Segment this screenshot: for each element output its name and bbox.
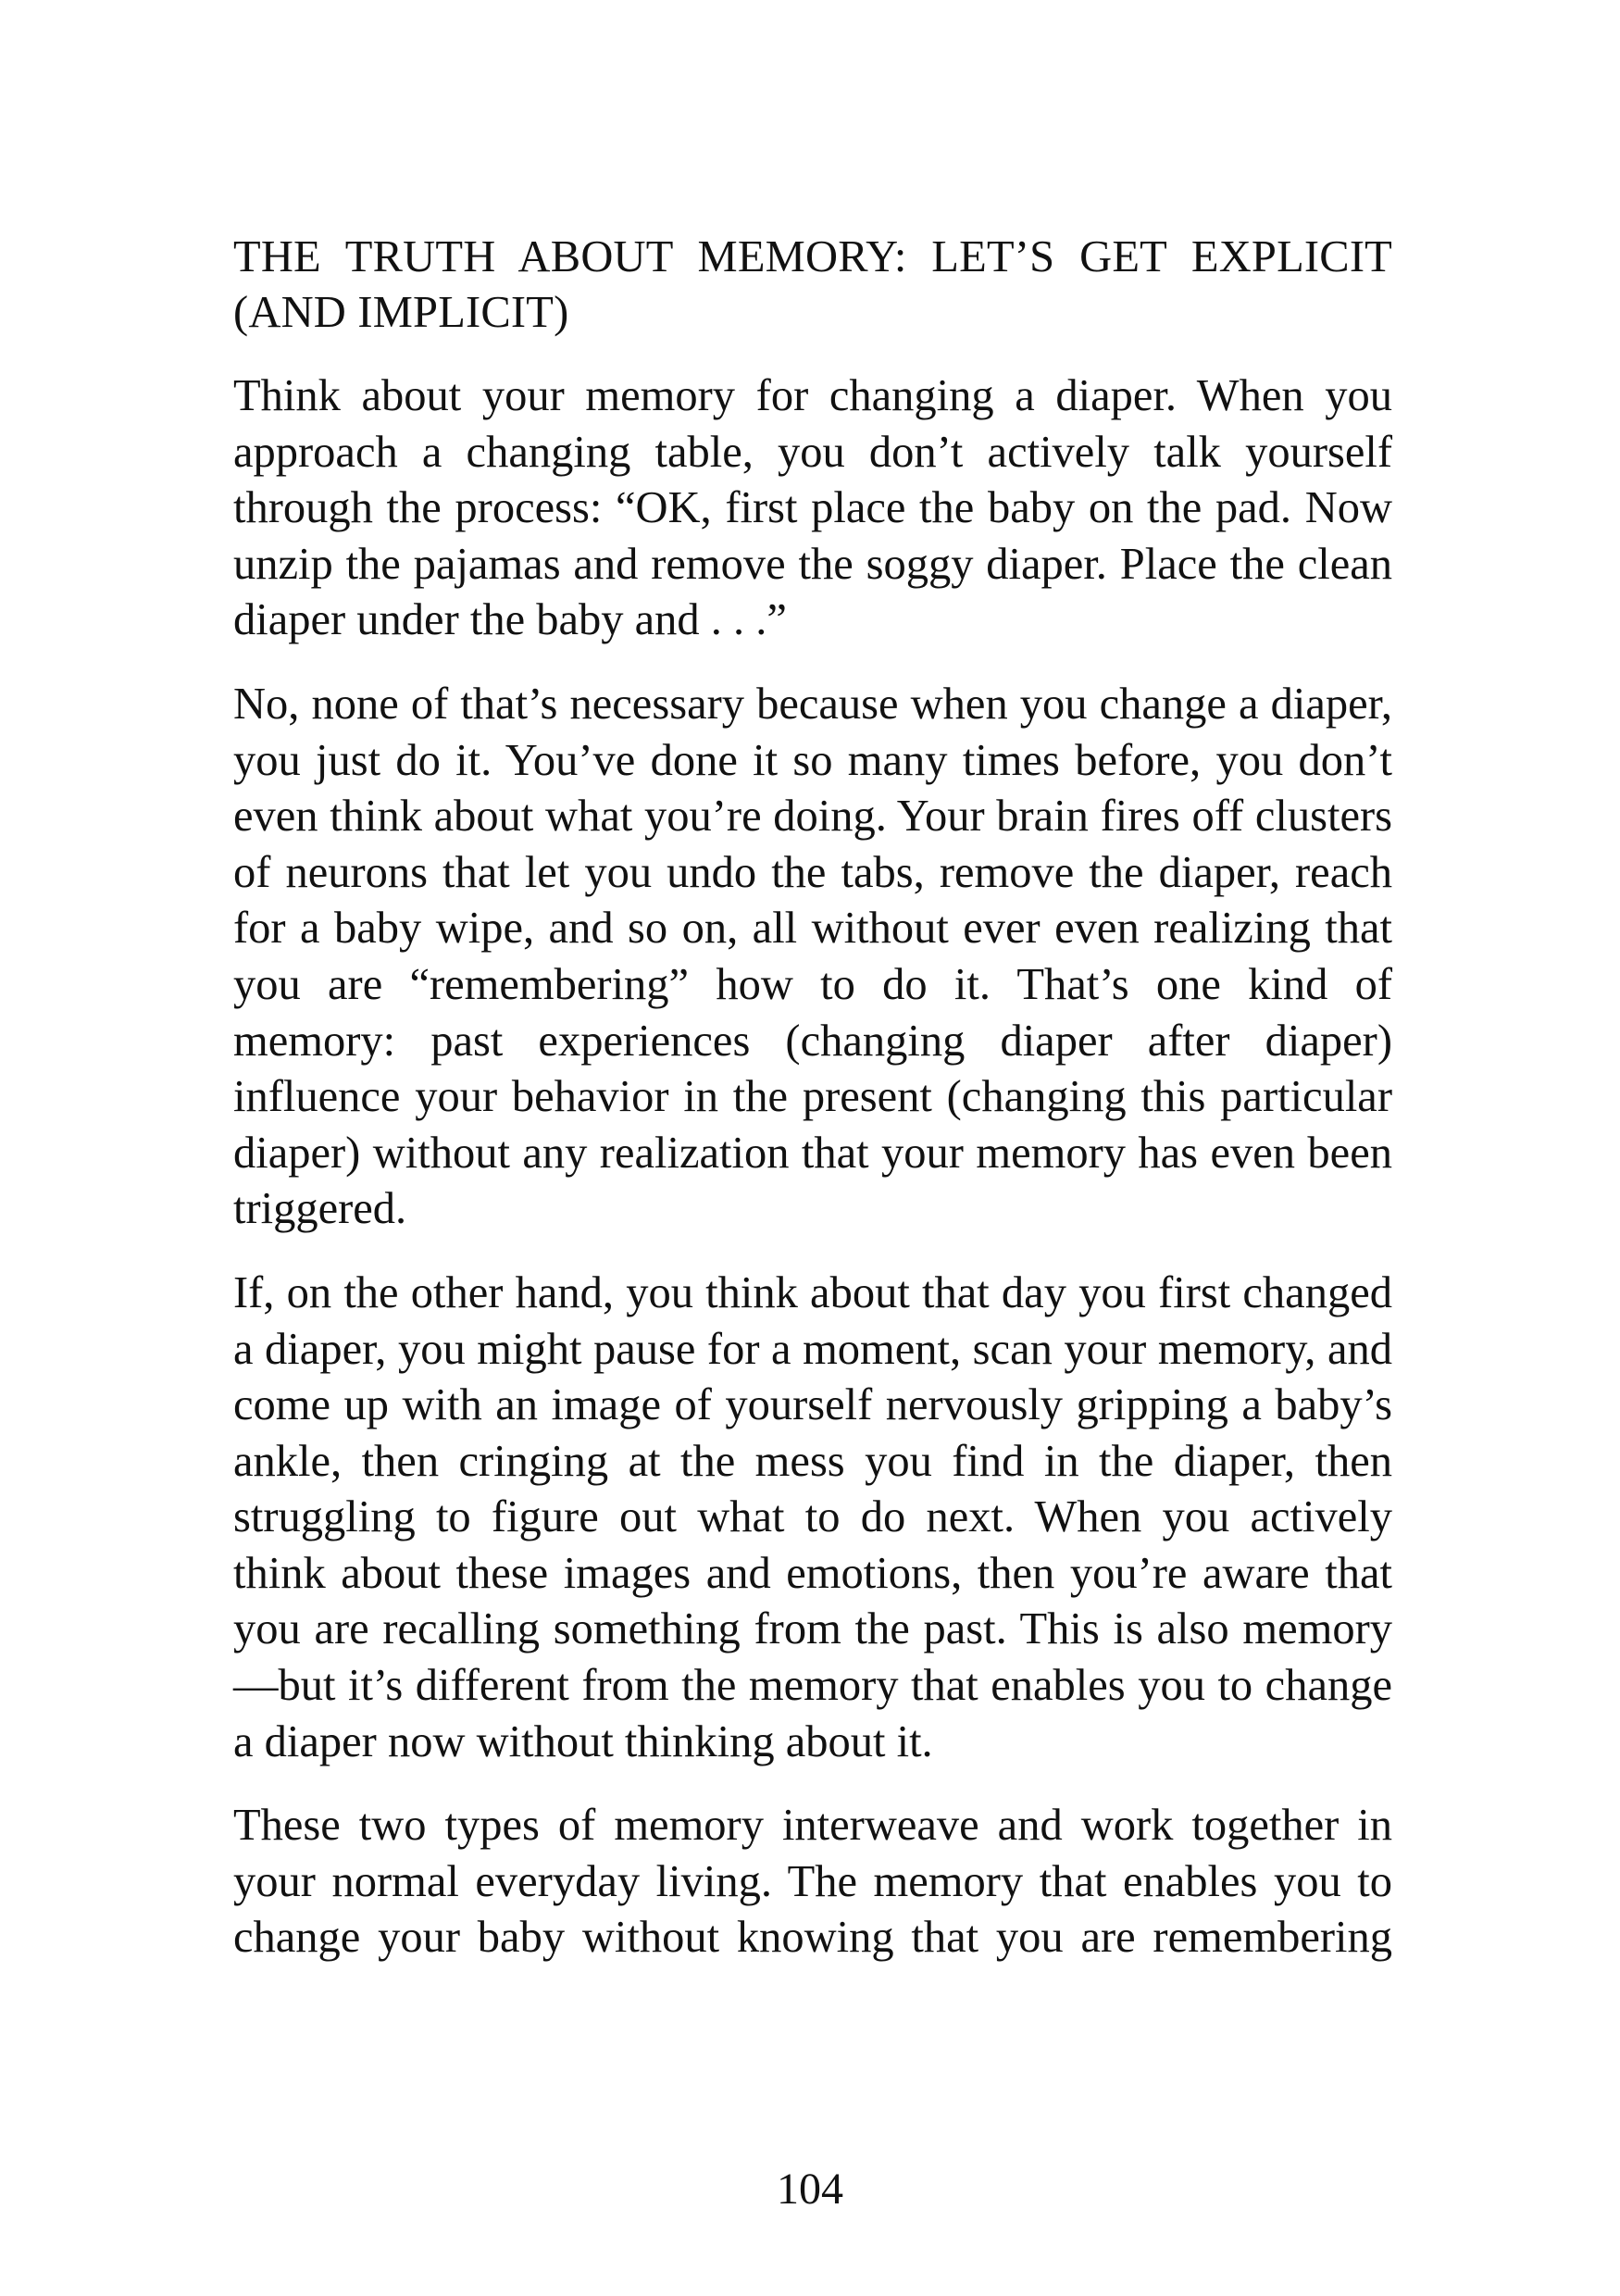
page-content	[233, 230, 1392, 1994]
paragraph-4: These two types of memory interweave and work together in your normal everyday living. The memory that enables you to change your baby without knowing that you are remembering	[233, 1801, 1392, 1963]
paragraph-1: Think about your memory for changing a diaper. When you approach a changing table, you don’t actively talk yourself through the process: “OK, first place the baby on the pad. Now unzip the pajamas and remove the soggy diaper. Place the clean diaper under the baby and . . .”	[233, 371, 1392, 645]
paragraph-2: No, none of that’s necessary because when you change a diaper, you just do it. You’ve done it so many times before, you don’t even think about what you’re doing. Your brain fires off clusters of neurons that let you undo the tabs, remove the diaper, reach for a baby wipe, and so on, all without ever even realizing that you are “remembering” how to do it. That’s one kind of memory: past experiences (changing diaper after diaper) influence your behavior in the present (changing this particular diaper) without any realization that your memory has even been triggered.	[233, 679, 1392, 1234]
page-number: 104	[777, 2165, 843, 2214]
section-heading: THE TRUTH ABOUT MEMORY: LET’S GET EXPLICIT (AND IMPLICIT)	[233, 232, 1392, 337]
paragraph-3: If, on the other hand, you think about that day you first changed a diaper, you might pause for a moment, scan your memory, and come up with an image of yourself nervously gripping a baby’s ankle, then cringing at the mess you find in the diaper, then struggling to figure out what to do next. When you actively think about these images and emotions, then you’re aware that you are recalling something from the past. This is also memory—but it’s different from the memory that enables you to change a diaper now without thinking about it.	[233, 1267, 1392, 1766]
